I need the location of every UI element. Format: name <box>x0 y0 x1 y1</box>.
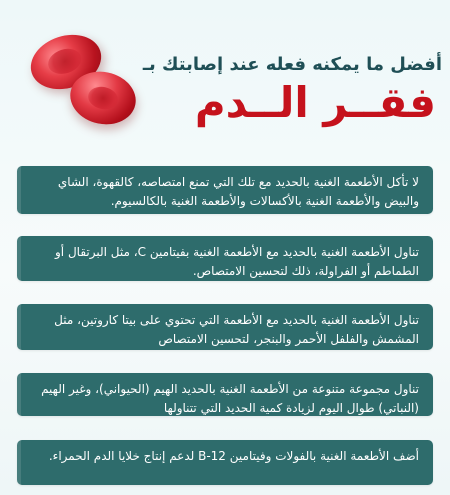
tip-card <box>17 236 433 281</box>
page-title: فقــر الــدم <box>194 78 436 127</box>
tip-card <box>17 373 433 416</box>
tip-card <box>17 166 433 214</box>
header-subtitle: أفضل ما يمكنه فعله عند إصابتك بـ <box>142 54 442 75</box>
tip-text: تناول مجموعة متنوعة من الأطعمة الغنية بالحديد الهيم (الحيواني)، وغير الهيم (النباتي) طوال اليوم لزيادة كمية الحديد التي تتناولها <box>41 382 419 415</box>
tip-text: تناول الأطعمة الغنية بالحديد مع الأطعمة التي تحتوي على بيتا كاروتين، مثل المشمش والفلفل الأحمر والبنجر، لتحسين الامتصاص <box>54 313 419 346</box>
tip-text: أضف الأطعمة الغنية بالفولات وفيتامين B-12 لدعم إنتاج خلايا الدم الحمراء. <box>48 449 419 463</box>
tip-text: تناول الأطعمة الغنية بالحديد مع الأطعمة الغنية بفيتامين C، مثل البرتقال أو الطماطم أو الفراولة، ذلك لتحسين الامتصاص. <box>55 245 419 278</box>
tip-card <box>17 304 433 350</box>
tip-text: لا تأكل الأطعمة الغنية بالحديد مع تلك التي تمنع امتصاصه، كالقهوة، الشاي والبيض والأطعمة الغنية بالأكسالات والأطعمة الغنية بالكالسيوم. <box>57 175 419 208</box>
tip-card <box>17 440 433 485</box>
